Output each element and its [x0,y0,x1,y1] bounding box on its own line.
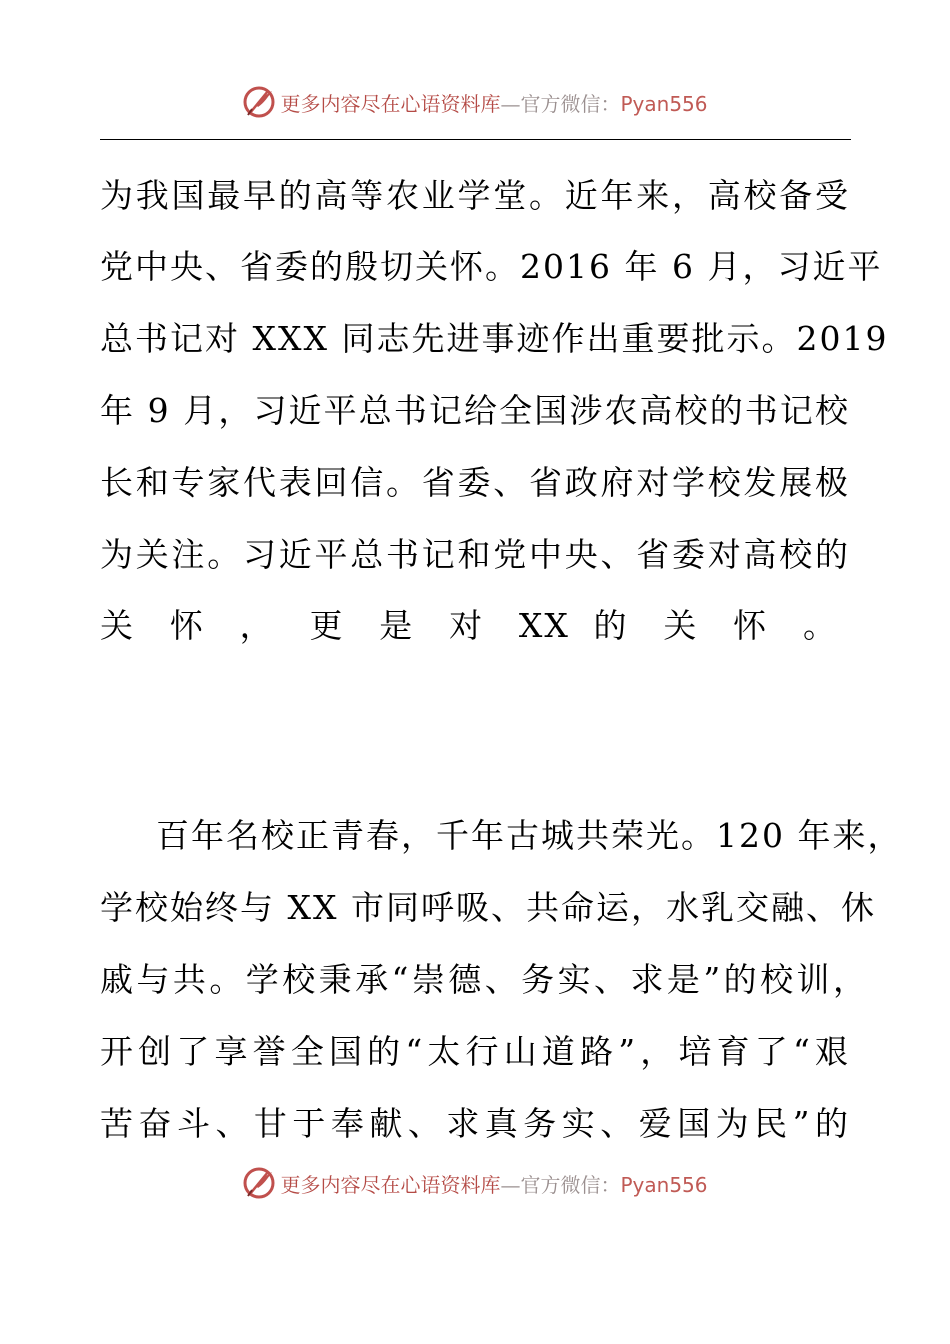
watermark-id: Pyan556 [620,1172,708,1197]
watermark-mid: —官方微信： [500,1172,621,1197]
paragraph-line: 总书记对 XXX 同志先进事迹作出重要批示。2019 [100,319,889,358]
watermark-text [280,88,707,117]
watermark-text [280,1169,707,1198]
header-watermark [0,82,950,122]
paragraph-line: 年 9 月，习近平总书记给全国涉农高校的书记校 [100,391,850,430]
paragraph-line: 苦奋斗、甘于奉献、求真务实、爱国为民”的 [100,1104,850,1143]
header-divider [100,139,851,140]
paragraph-line: 戚与共。学校秉承“崇德、务实、求是”的校训， [100,960,868,999]
paragraph-line: 学校始终与 XX 市同呼吸、共命运，水乳交融、休 [100,888,876,927]
paragraph-line: 百年名校正青春，千年古城共荣光。120 年来， [156,816,903,855]
paragraph-line: 党中央、省委的殷切关怀。2016 年 6 月，习近平 [100,247,883,286]
watermark-prefix: 更多内容尽在心语资料库 [280,91,501,116]
quill-logo-icon [242,85,276,119]
footer-watermark [0,1163,950,1203]
watermark-prefix: 更多内容尽在心语资料库 [280,1172,501,1197]
paragraph-line: 开创了享誉全国的“太行山道路”，培育了“艰 [100,1032,850,1071]
paragraph-line: 为我国最早的高等农业学堂。近年来，高校备受 [100,176,850,215]
paragraph-line: 长和专家代表回信。省委、省政府对学校发展极 [100,463,850,502]
watermark-id: Pyan556 [620,91,708,116]
paragraph-line: 为关注。习近平总书记和党中央、省委对高校的 [100,535,850,574]
paragraph-line: 关 怀 ， 更 是 对 XX 的 关 怀 。 [100,606,838,645]
watermark-mid: —官方微信： [500,91,621,116]
quill-logo-icon [242,1166,276,1200]
